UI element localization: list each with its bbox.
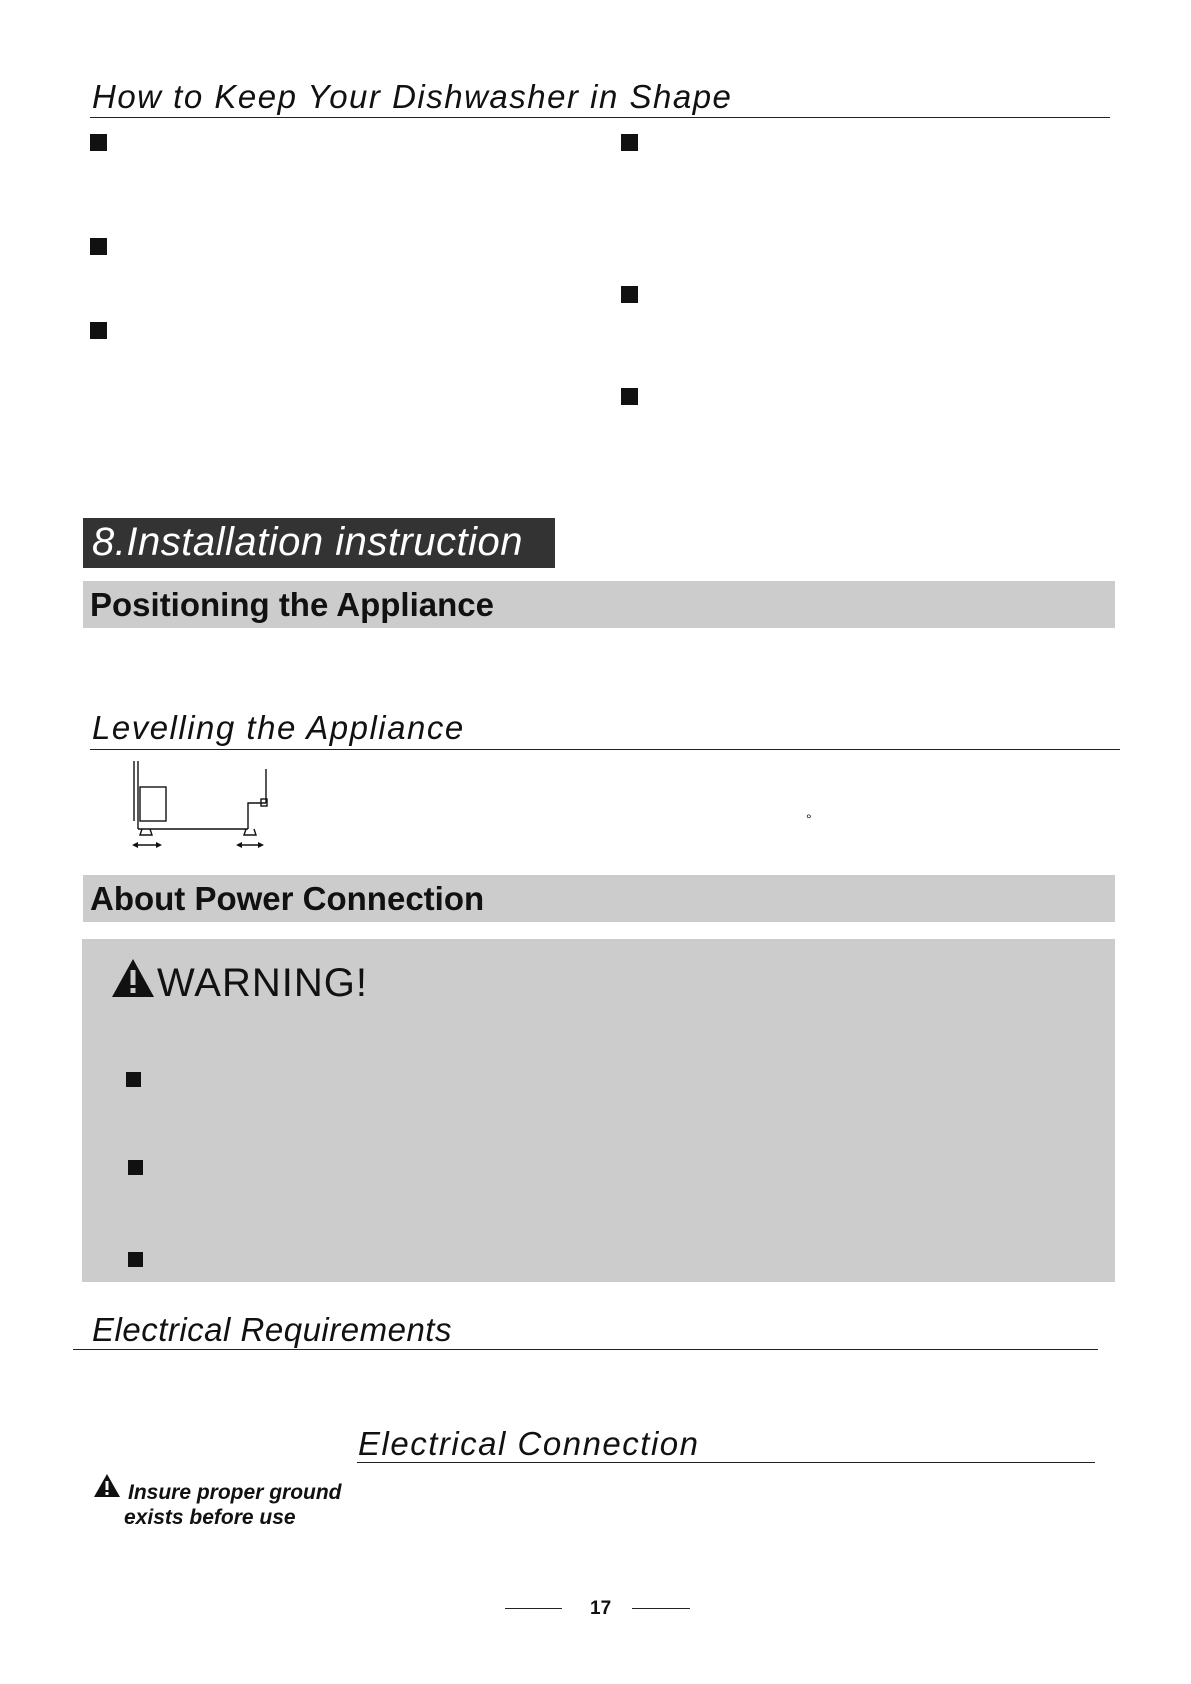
bullet-square-icon [90,134,107,151]
ground-note-line1: Insure proper ground [128,1481,342,1504]
electrical-requirements-rule [73,1349,1098,1350]
warning-title: WARNING! [157,961,368,1005]
electrical-connection-heading: Electrical Connection [358,1425,700,1462]
ground-note-line2: exists before use [124,1506,296,1529]
dishwasher-levelling-diagram-icon [128,759,274,851]
positioning-heading: Positioning the Appliance [90,586,494,623]
page-number-rule-right [632,1608,690,1609]
section-title: 8.Installation instruction [92,520,524,564]
levelling-mark: ° [806,811,812,827]
power-connection-bar [83,875,1115,922]
levelling-heading: Levelling the Appliance [92,709,465,746]
warning-triangle-icon [93,1473,121,1498]
bullet-square-icon [90,322,107,339]
warning-panel [82,939,1115,1282]
page-number-rule-left [505,1608,562,1609]
positioning-bar [83,581,1115,628]
power-connection-heading: About Power Connection [90,880,485,917]
bullet-square-icon [621,134,638,151]
warning-triangle-icon [110,957,156,999]
bullet-square-icon [126,1072,141,1087]
electrical-requirements-heading: Electrical Requirements [92,1311,452,1348]
keep-in-shape-heading: How to Keep Your Dishwasher in Shape [92,78,733,115]
electrical-connection-rule [357,1462,1095,1463]
bullet-square-icon [128,1160,143,1175]
levelling-rule [90,749,1120,750]
section-title-bar [83,518,555,568]
page-number: 17 [590,1598,612,1619]
bullet-square-icon [90,238,107,255]
bullet-square-icon [621,286,638,303]
bullet-square-icon [621,388,638,405]
bullet-square-icon [128,1252,143,1267]
keep-in-shape-rule [90,117,1110,118]
